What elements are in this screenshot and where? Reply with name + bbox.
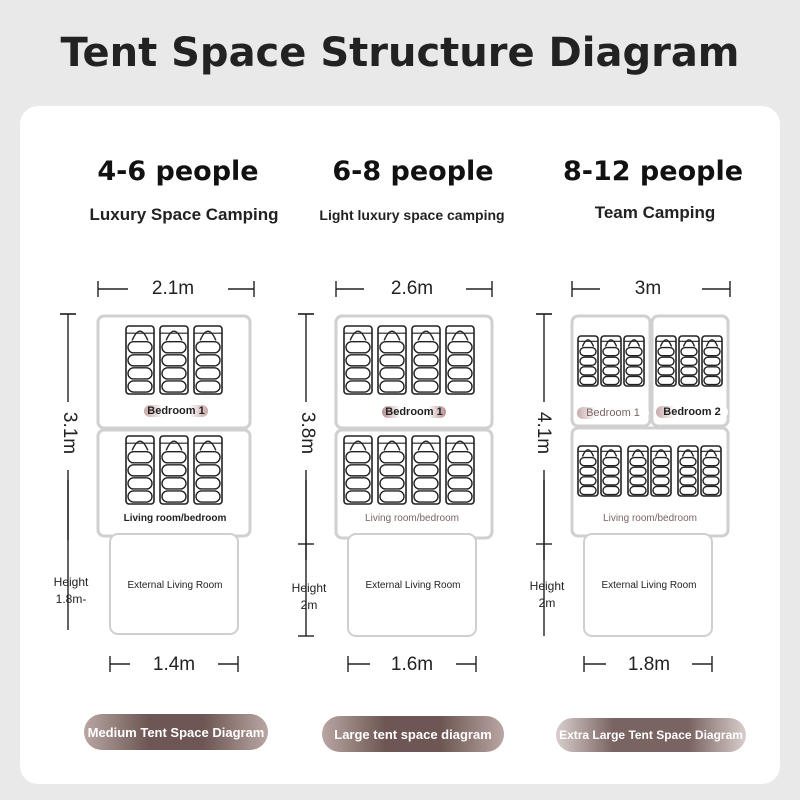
col3-bedroom1-bag-2 [601,336,621,386]
col1-height: Height 1.8m- [53,575,89,606]
col2-people: 6-8 people [332,156,494,187]
col1-room-bedroom1: Bedroom 1 [144,405,208,417]
col2-bedroom1-bag-2 [378,326,406,394]
col1-bedroom1-bag-1 [126,326,154,394]
col2-subtitle: Light luxury space camping [319,207,505,223]
col3-depth: 4.1m [533,411,554,455]
col3-living-b-bag-2 [651,446,671,496]
col2-living-bag-2 [378,436,406,504]
col3-bedroom2-bag-3 [702,336,722,386]
col1-room-external: External Living Room [127,580,223,591]
col2-living-bag-4 [446,436,474,504]
col1-room-living: Living room/bedroom [123,513,227,524]
col3-room-living: Living room/bedroom [603,513,697,524]
col2-bedroom1-bag-4 [446,326,474,394]
col2-height: Height 2m [291,581,327,612]
col1-living-bag-2 [160,436,188,504]
col2-bedroom1-bag-1 [344,326,372,394]
col3-bedroom1-bag-1 [578,336,598,386]
col3-living-b-bag-1 [628,446,648,496]
col1-subtitle: Luxury Space Camping [89,205,279,224]
col3-subtitle: Team Camping [594,203,716,222]
col2-bottom-width: 1.6m [390,654,434,675]
col3-bedroom2-bag-2 [679,336,699,386]
col1-caption: Medium Tent Space Diagram [84,714,268,750]
col3-living-c-bag-2 [701,446,721,496]
col3-living-a-bag-1 [578,446,598,496]
col1-width: 2.1m [151,278,195,299]
col3-people: 8-12 people [562,156,744,187]
col2-bedroom1-bag-3 [412,326,440,394]
col3-room-bedroom2: Bedroom 2 [656,406,728,418]
col2-living-bag-3 [412,436,440,504]
col2-caption: Large tent space diagram [322,716,504,752]
col3-living-c-bag-1 [678,446,698,496]
col1-bottom-width: 1.4m [152,654,196,675]
col3-height: Height 2m [529,579,565,610]
col1-living-bag-1 [126,436,154,504]
col3-width: 3m [634,278,662,299]
col2-depth: 3.8m [297,411,318,455]
col3-bedroom1-bag-3 [624,336,644,386]
col1-people: 4-6 people [97,156,259,187]
col2-living-bag-1 [344,436,372,504]
col3-caption: Extra Large Tent Space Diagram [556,718,746,752]
col2-room-living: Living room/bedroom [365,513,459,524]
col1-bedroom1-bag-2 [160,326,188,394]
col2-room-bedroom1: Bedroom 1 [382,406,446,418]
col1-depth: 3.1m [59,411,80,455]
col3-bottom-width: 1.8m [627,654,671,675]
col1-bedroom1-bag-3 [194,326,222,394]
col1-living-bag-3 [194,436,222,504]
col3-bedroom2-bag-1 [656,336,676,386]
page-title: Tent Space Structure Diagram [60,30,740,76]
col3-room-bedroom1: Bedroom 1 [577,407,649,419]
col3-living-a-bag-2 [601,446,621,496]
col2-room-external: External Living Room [365,580,461,591]
col3-room-external: External Living Room [601,580,697,591]
col2-width: 2.6m [390,278,434,299]
